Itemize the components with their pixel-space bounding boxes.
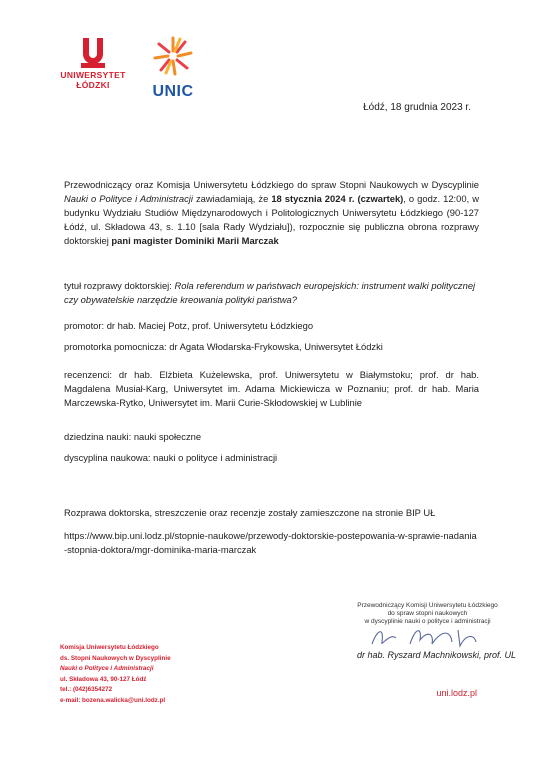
discipline-line: dyscyplina naukowa: nauki o polityce i administracji bbox=[64, 452, 278, 463]
footer-website-link[interactable]: uni.lodz.pl bbox=[436, 688, 477, 698]
footer-line4: ul. Składowa 43, 90-127 Łódź bbox=[60, 675, 147, 683]
unic-starburst-icon bbox=[153, 36, 193, 76]
signatory-name: dr hab. Ryszard Machnikowski, prof. UL bbox=[357, 650, 517, 660]
ul-logo-line1: UNIWERSYTET bbox=[60, 70, 126, 80]
footer-line1: Komisja Uniwersytetu Łódzkiego bbox=[60, 644, 159, 651]
announcement-part3: , o godz. 12:00, w budynku Wydziału Studiów Międzynarodowych i Politologicznych Uniwersytetu Łódzkiego (90-127 Łódź, ul. Składowa 43, s. 1.10 [sala Rady Wydziału]), rozpocznie się publiczna obrona rozprawy doktorskiej bbox=[64, 193, 479, 246]
document-date: Łódź, 18 grudnia 2023 r. bbox=[363, 102, 471, 113]
announcement-part2: zawiadamiają, że bbox=[192, 193, 272, 204]
unic-logo bbox=[148, 36, 198, 101]
unic-logo-text: UNIC bbox=[152, 83, 194, 100]
footer-line2: ds. Stopni Naukowych w Dyscyplinie bbox=[60, 654, 171, 662]
announcement-paragraph bbox=[64, 178, 479, 248]
signature-stamp-line2: do spraw stopni naukowych bbox=[387, 610, 468, 617]
announcement-part1: Przewodniczący oraz Komisja Uniwersytetu Łódzkiego do spraw Stopni Naukowych w Dyscyplinie bbox=[64, 179, 479, 190]
thesis-title-label: tytuł rozprawy doktorskiej: bbox=[64, 280, 175, 291]
footer-contact bbox=[60, 643, 171, 706]
defense-date: 18 stycznia 2024 r. (czwartek) bbox=[271, 193, 404, 204]
ul-logo-line2: ŁÓDZKI bbox=[76, 80, 110, 90]
promotor-line: promotor: dr hab. Maciej Potz, prof. Uniwersytetu Łódzkiego bbox=[64, 320, 314, 331]
thesis-title-block bbox=[64, 279, 479, 307]
thesis-title: Rola referendum w państwach europejskich: instrument walki politycznej czy obywatelskie narzędzie kreowania polityki państwa? bbox=[64, 280, 476, 305]
discipline-name: Nauki o Polityce i Administracji bbox=[64, 193, 193, 204]
footer-phone: tel.: (042)6354272 bbox=[60, 686, 113, 693]
university-logo bbox=[58, 36, 128, 90]
handwritten-signature-icon bbox=[370, 624, 480, 650]
ul-emblem-icon bbox=[79, 36, 107, 70]
bip-link[interactable]: https://www.bip.uni.lodz.pl/stopnie-naukowe/przewody-doktorskie-postepowania-w-sprawie-nadania-stopnia-doktora/mgr-dominika-maria-marczak bbox=[64, 530, 477, 555]
reviewers-paragraph: recenzenci: dr hab. Elżbieta Kużelewska, prof. Uniwersytetu w Białymstoku; prof. dr hab. Magdalena Musiał-Karg, Uniwersytet im. Adama Mickiewicza w Poznaniu; prof. dr hab. Maria Marczewska-Rytko, Uniwersytet im. Marii Curie-Skłodowskiej w Lublinie bbox=[64, 369, 479, 408]
signature-stamp-line3: w dyscyplinie nauki o polityce i administracji bbox=[364, 618, 491, 625]
signature-stamp bbox=[345, 602, 510, 626]
signature-stamp-line1: Przewodniczący Komisji Uniwersytetu Łódzkiego bbox=[357, 602, 498, 609]
footer-line3: Nauki o Polityce i Administracji bbox=[60, 665, 154, 672]
field-of-science-line: dziedzina nauki: nauki społeczne bbox=[64, 431, 202, 442]
candidate-name: pani magister Dominiki Marii Marczak bbox=[111, 235, 279, 246]
bip-info-line: Rozprawa doktorska, streszczenie oraz recenzje zostały zamieszczone na stronie BIP UŁ bbox=[64, 507, 436, 518]
assistant-promotor-line: promotorka pomocnicza: dr Agata Włodarska-Frykowska, Uniwersytet Łódzki bbox=[64, 341, 383, 352]
footer-email[interactable]: e-mail: bozena.walicka@uni.lodz.pl bbox=[60, 696, 166, 704]
